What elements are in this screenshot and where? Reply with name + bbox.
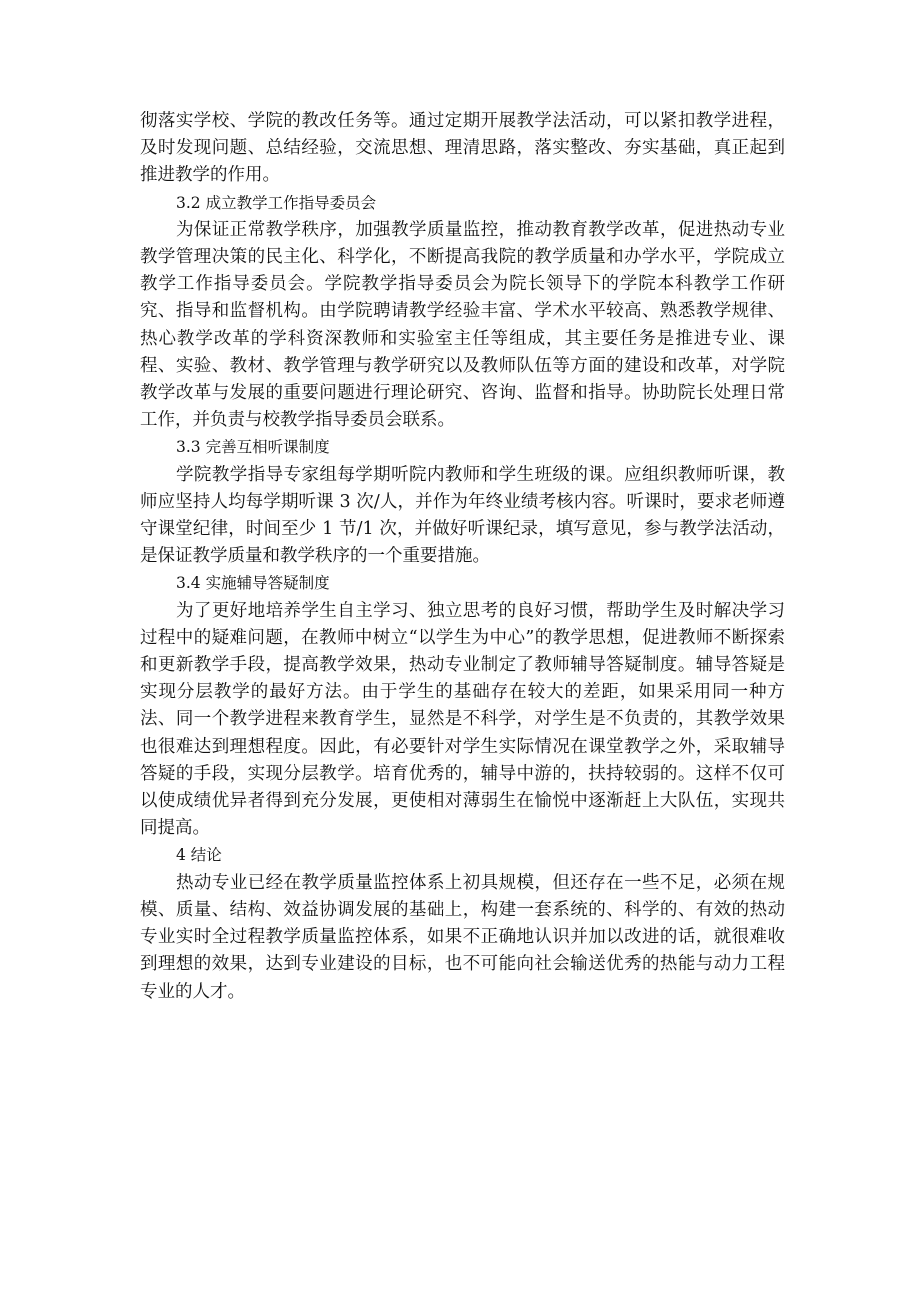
section-heading-3-4: 3.4 实施辅导答疑制度 [176, 574, 330, 593]
document-page [140, 108, 785, 1006]
paragraph-tutoring: 为了更好地培养学生自主学习、独立思考的良好习惯，帮助学生及时解决学习过程中的疑难问题，在教师中树立“以学生为中心”的教学思想，促进教师不断探索和更新教学手段，提高教学效果，热动专业制定了教师辅导答疑制度。辅导答疑是实现分层教学的最好方法。由于学生的基础存在较大的差距，如果采用同一种方法、同一个教学进程来教育学生，显然是不科学，对学生是不负责的，其教学效果也很难达到理想程度。因此，有必要针对学生实际情况在课堂教学之外，采取辅导答疑的手段，实现分层教学。培育优秀的，辅导中游的，扶持较弱的。这样不仅可以使成绩优异者得到充分发展，更使相对薄弱生在愉悦中逐渐赶上大队伍，实现共同提高。 [140, 600, 785, 839]
section-heading-3-3: 3.3 完善互相听课制度 [176, 438, 330, 457]
paragraph-conclusion: 热动专业已经在教学质量监控体系上初具规模，但还存在一些不足，必须在规模、质量、结构、效益协调发展的基础上，构建一套系统的、科学的、有效的热动专业实时全过程教学质量监控体系，如果不正确地认识并加以改进的话，就很难收到理想的效果，达到专业建设的目标，也不可能向社会输送优秀的热能与动力工程专业的人才。 [140, 872, 785, 1002]
paragraph-teaching-committee: 为保证正常教学秩序，加强教学质量监控，推动教育教学改革，促进热动专业教学管理决策的民主化、科学化，不断提高我院的教学质量和办学水平，学院成立教学工作指导委员会。学院教学指导委员会为院长领导下的学院本科教学工作研究、指导和监督机构。由学院聘请教学经验丰富、学术水平较高、熟悉教学规律、热心教学改革的学科资深教师和实验室主任等组成，其主要任务是推进专业、课程、实验、教材、教学管理与教学研究以及教师队伍等方面的建设和改革，对学院教学改革与发展的重要问题进行理论研究、咨询、监督和指导。协助院长处理日常工作，并负责与校教学指导委员会联系。 [140, 219, 785, 431]
section-heading-3-2: 3.2 成立教学工作指导委员会 [176, 193, 377, 212]
paragraph-lecture-observation: 学院教学指导专家组每学期听院内教师和学生班级的课。应组织教师听课，教师应坚持人均每学期听课 3 次/人，并作为年终业绩考核内容。听课时，要求老师遵守课堂纪律，时间至少 1 节/1 次，并做好听课纪录，填写意见，参与教学法活动，是保证教学质量和教学秩序的一个重要措施。 [140, 464, 785, 567]
section-heading-4: 4 结论 [176, 846, 222, 865]
paragraph-continuation: 彻落实学校、学院的教改任务等。通过定期开展教学法活动，可以紧扣教学进程，及时发现问题、总结经验，交流思想、理清思路，落实整改、夯实基础，真正起到推进教学的作用。 [140, 111, 785, 186]
